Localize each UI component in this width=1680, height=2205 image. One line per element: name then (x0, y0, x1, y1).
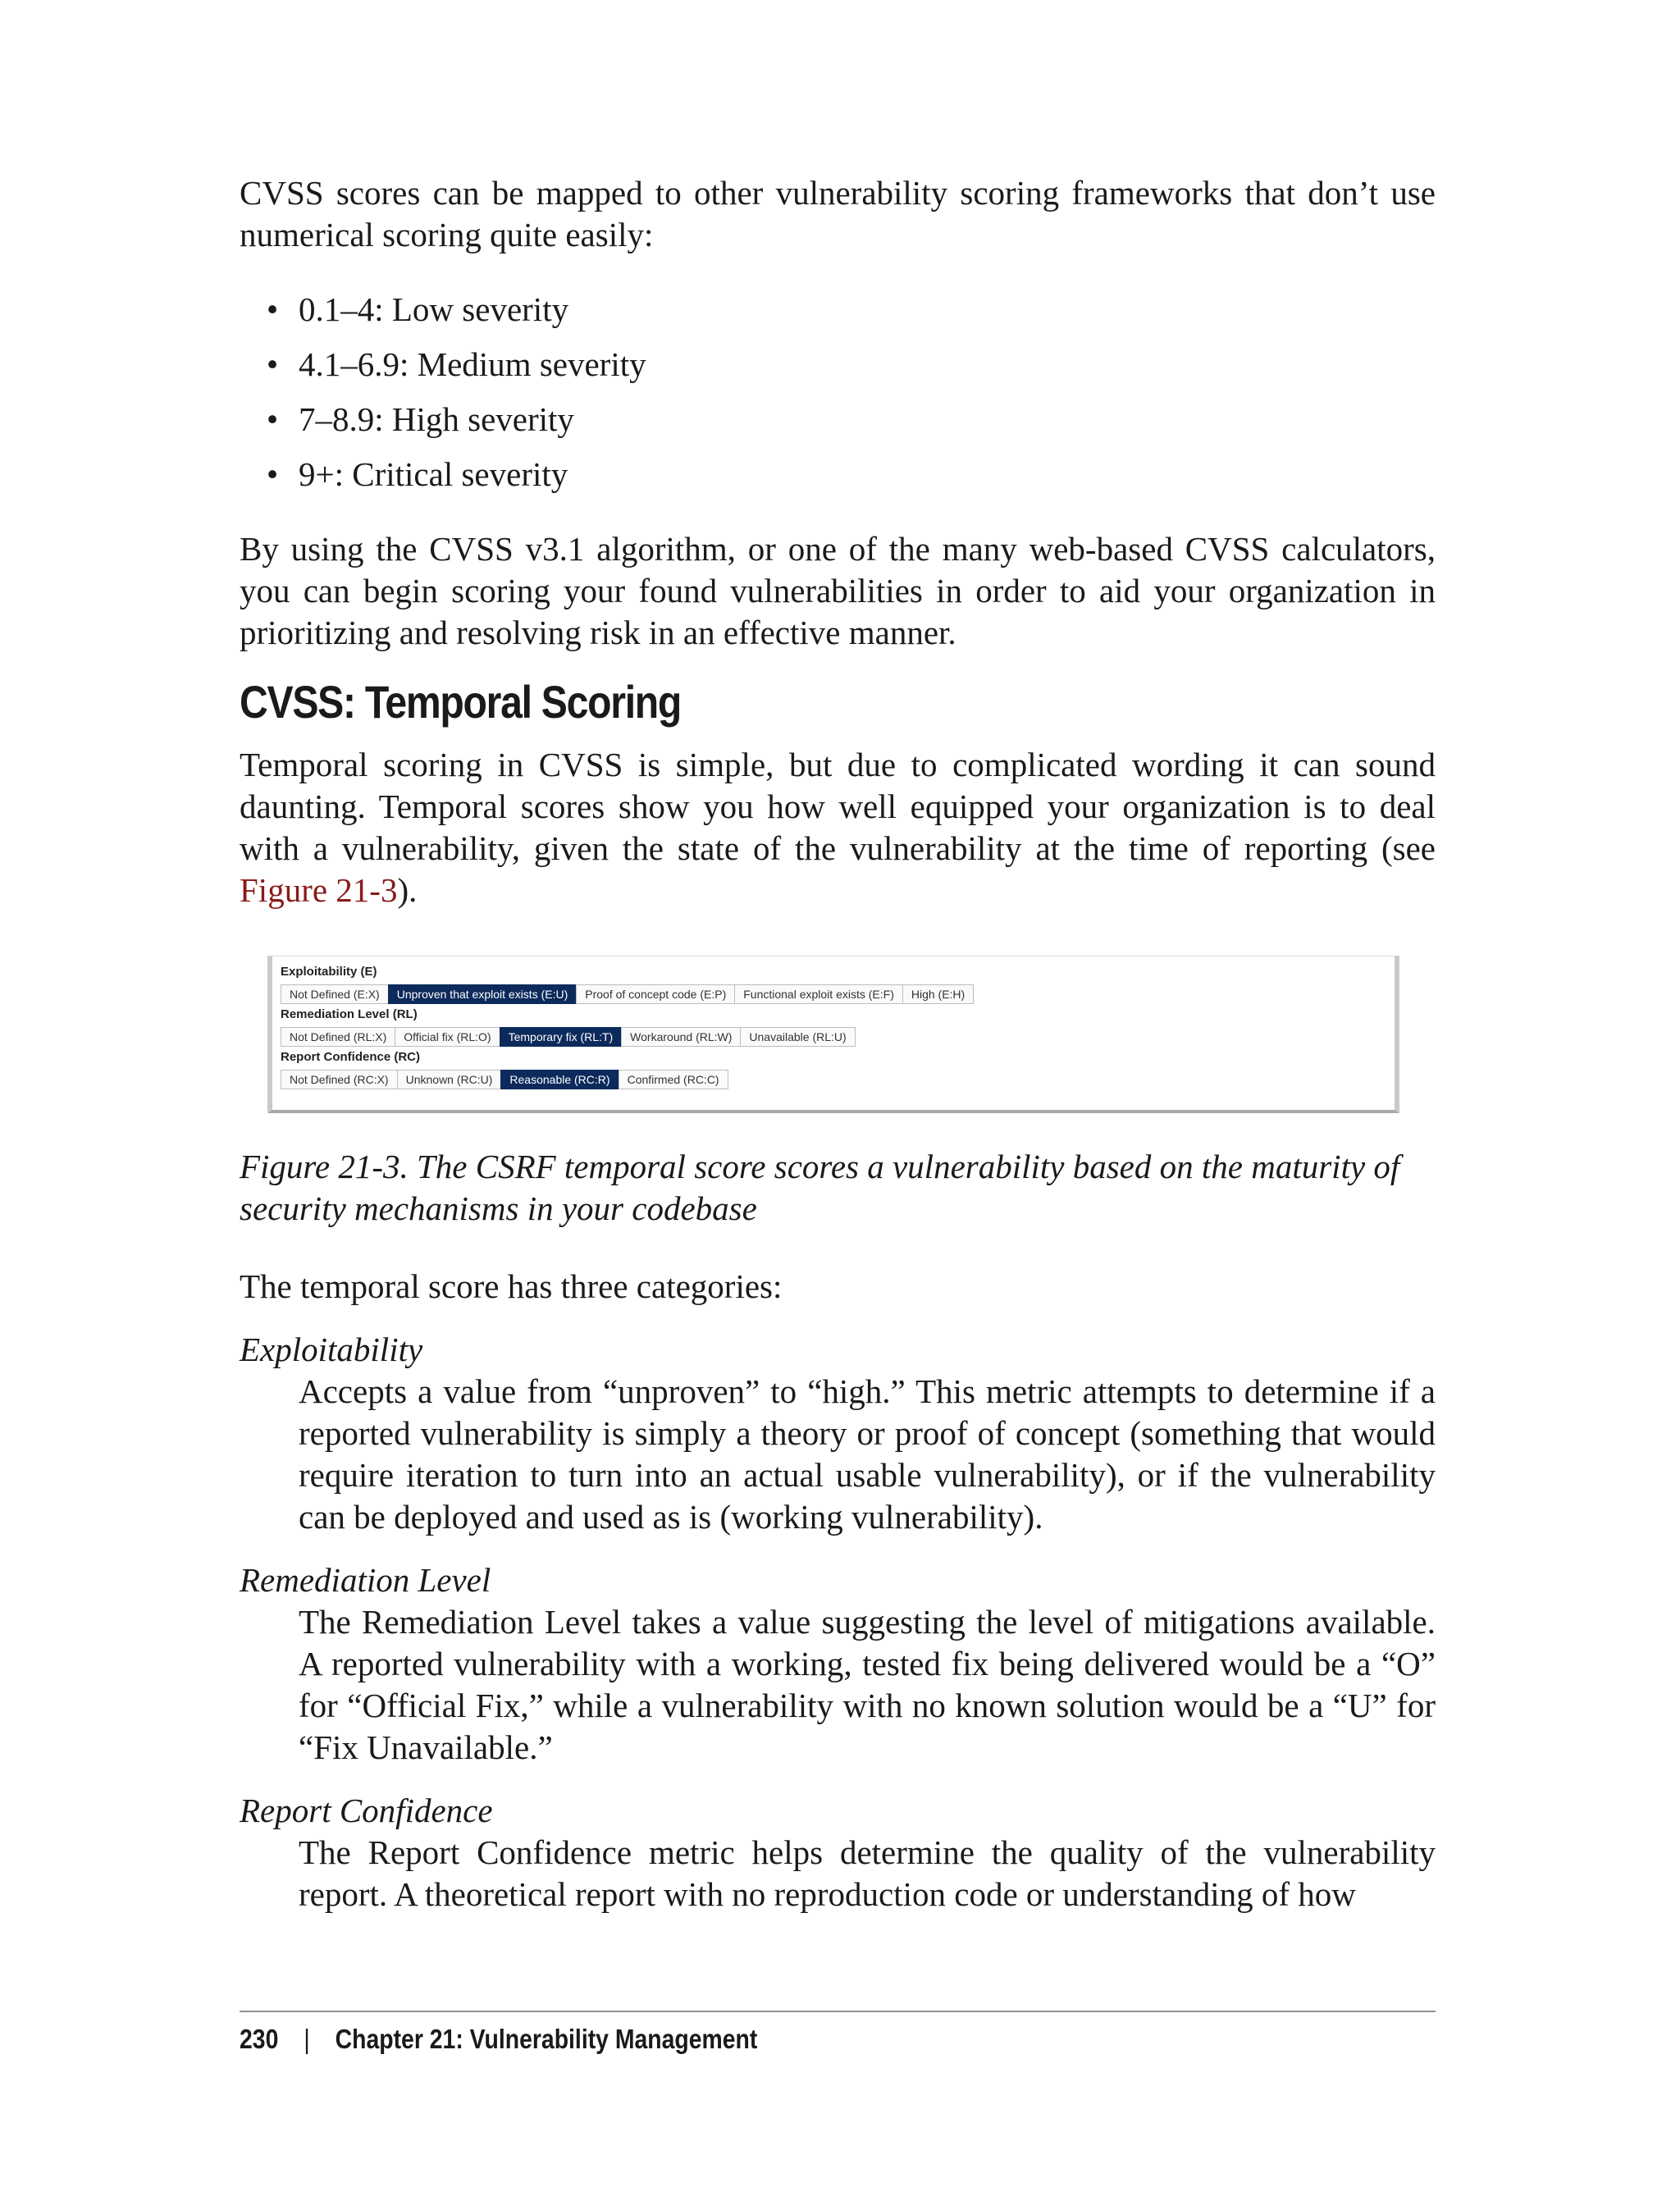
option-button[interactable]: High (E:H) (902, 984, 974, 1004)
severity-list (240, 289, 1436, 495)
page-content (240, 172, 1436, 1937)
option-button[interactable]: Not Defined (E:X) (281, 984, 389, 1004)
calculator-paragraph: By using the CVSS v3.1 algorithm, or one of the many web-based CVSS calculators, you can begin scoring your found vulnerabilities in order to aid your organization in prioritizing and resolving risk in an effective manner. (240, 530, 1436, 651)
footer-rule (240, 2011, 1436, 2012)
metric-label: Remediation Level (RL) (281, 1007, 418, 1021)
bullet-icon: • (266, 455, 279, 493)
metric-options (281, 984, 1395, 1004)
option-button[interactable]: Official fix (RL:O) (395, 1027, 500, 1047)
list-item: • 9+: Critical severity (240, 454, 1436, 495)
section-heading: CVSS: Temporal Scoring (240, 676, 682, 728)
option-button[interactable]: Proof of concept code (E:P) (576, 984, 735, 1004)
option-button[interactable]: Temporary fix (RL:T) (500, 1027, 623, 1047)
metric-group-remediation-level (281, 1007, 1395, 1047)
metric-group-exploitability (281, 965, 1395, 1004)
metric-options (281, 1070, 1395, 1089)
bullet-icon: • (266, 345, 279, 383)
metric-group-report-confidence (281, 1050, 1395, 1089)
figure-caption: Figure 21-3. The CSRF temporal score scores a vulnerability based on the maturity of security mechanisms in your codebase (240, 1148, 1400, 1227)
categories-intro: The temporal score has three categories: (240, 1267, 783, 1305)
definition-term: Remediation Level (240, 1561, 491, 1599)
option-button[interactable]: Unavailable (RL:U) (740, 1027, 855, 1047)
metric-options (281, 1027, 1395, 1047)
definition-list (240, 1329, 1436, 1915)
footer-separator: | (304, 2024, 310, 2054)
page-number: 230 (240, 2024, 279, 2054)
option-button[interactable]: Functional exploit exists (E:F) (734, 984, 903, 1004)
list-item: • 0.1–4: Low severity (240, 289, 1436, 331)
definition-term: Exploitability (240, 1331, 423, 1368)
metric-label: Report Confidence (RC) (281, 1050, 420, 1064)
option-button[interactable]: Confirmed (RC:C) (619, 1070, 728, 1089)
list-item: • 4.1–6.9: Medium severity (240, 344, 1436, 386)
figure-link[interactable]: Figure 21-3 (240, 871, 398, 909)
page-footer (240, 2023, 757, 2056)
intro-paragraph: CVSS scores can be mapped to other vulnerability scoring frameworks that don’t use numerical scoring quite easily: (240, 174, 1436, 253)
metric-label: Exploitability (E) (281, 965, 377, 979)
temporal-paragraph: Temporal scoring in CVSS is simple, but due to complicated wording it can sound daunting. Temporal scores show you how well equipped your organization is to deal with a vulnerability, given the state of the vulnerability at the time of reporting (see Figure 21-3). (240, 746, 1436, 909)
list-item: • 7–8.9: High severity (240, 399, 1436, 441)
option-button[interactable]: Workaround (RL:W) (621, 1027, 741, 1047)
option-button[interactable]: Unknown (RC:U) (397, 1070, 502, 1089)
bullet-icon: • (266, 400, 279, 438)
option-button[interactable]: Unproven that exploit exists (E:U) (388, 984, 578, 1004)
definition-term: Report Confidence (240, 1792, 493, 1829)
definition-description: Accepts a value from “unproven” to “high.” This metric attempts to determine if a reported vulnerability is simply a theory or proof of concept (something that would require iteration to turn into an actual usable vulnerability), or if the vulnerability can be deployed and used as is (working vulnerability). (299, 1372, 1436, 1536)
bullet-icon: • (266, 290, 279, 328)
option-button[interactable]: Not Defined (RC:X) (281, 1070, 398, 1089)
definition-description: The Remediation Level takes a value suggesting the level of mitigations available. A reported vulnerability with a working, tested fix being delivered would be a “O” for “Official Fix,” while a vulnerability with no known solution would be a “U” for “Fix Unavailable.” (299, 1603, 1436, 1766)
option-button[interactable]: Reasonable (RC:R) (500, 1070, 619, 1089)
option-button[interactable]: Not Defined (RL:X) (281, 1027, 395, 1047)
chapter-title: Chapter 21: Vulnerability Management (335, 2024, 758, 2054)
temporal-metrics-figure (267, 956, 1399, 1113)
definition-description: The Report Confidence metric helps determine the quality of the vulnerability report. A theoretical report with no reproduction code or understanding of how (299, 1833, 1436, 1913)
